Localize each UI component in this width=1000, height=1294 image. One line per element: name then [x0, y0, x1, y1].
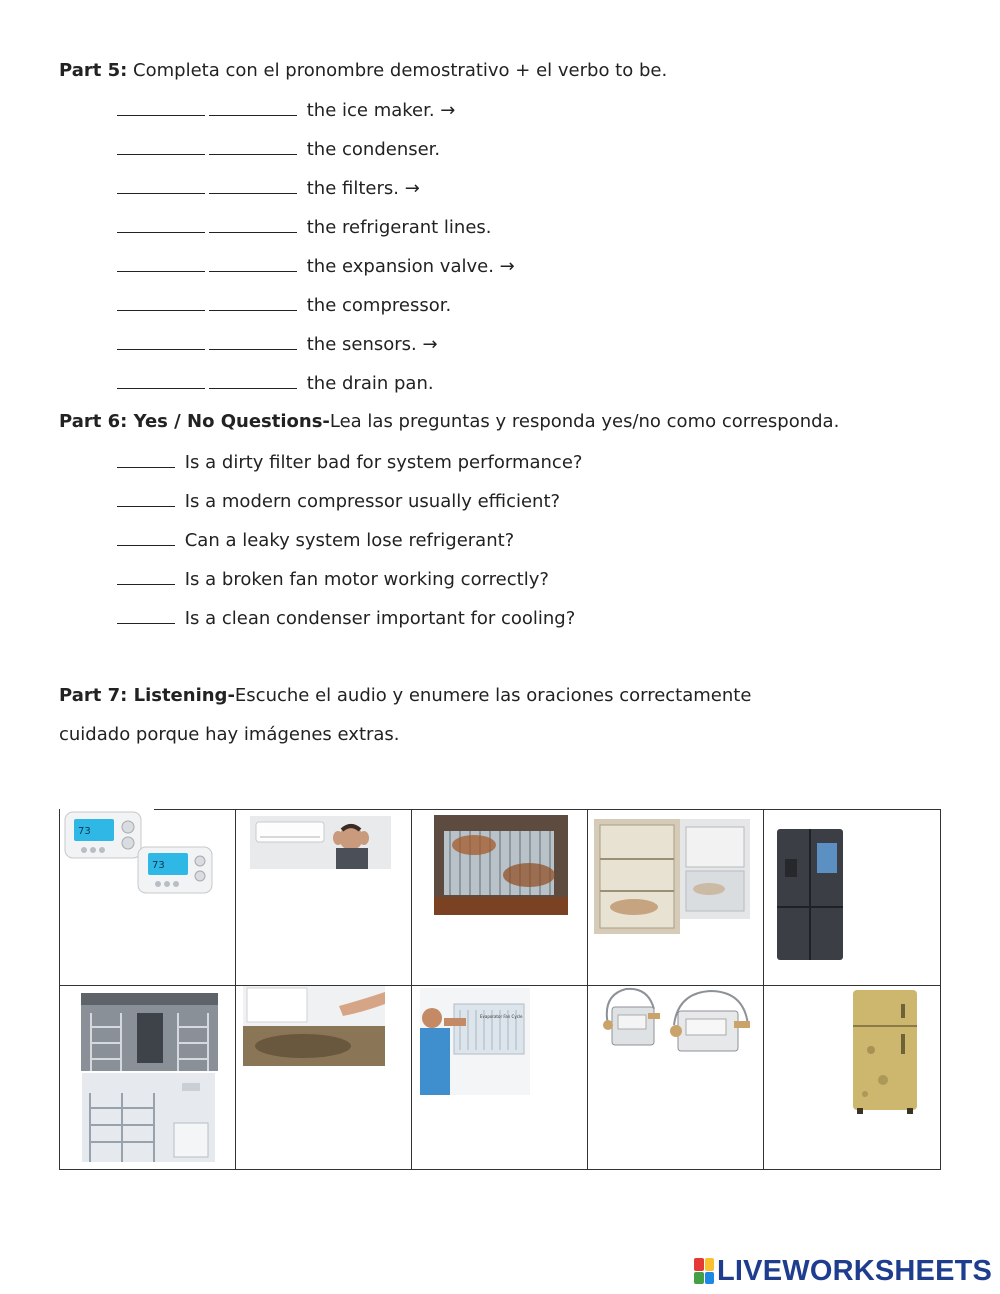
answer-blank[interactable] [209, 216, 297, 233]
part7-title: Part 7: Listening- [59, 685, 235, 706]
part5-item [117, 372, 434, 395]
logo-square-green [694, 1272, 704, 1285]
part5-item-text: the sensors. → [306, 334, 438, 355]
part6-item [117, 490, 560, 513]
part6-question: Is a dirty filter bad for system performance? [184, 452, 583, 473]
answer-blank[interactable] [209, 372, 297, 389]
yes-no-blank[interactable] [117, 607, 175, 624]
part5-item [117, 333, 438, 356]
part5-item [117, 216, 492, 239]
evaporator-label: Evaporator Fan Cycle [480, 1014, 523, 1019]
answer-blank[interactable] [117, 177, 205, 194]
answer-blank[interactable] [209, 177, 297, 194]
water-leak-icon [243, 986, 385, 1066]
rusty-coil-icon [434, 815, 568, 915]
thermostat-icon [136, 845, 214, 897]
part5-item-text: the filters. → [306, 178, 420, 199]
part5-item [117, 255, 515, 278]
part5-item-text: the condenser. [306, 139, 441, 160]
part5-item-text: the drain pan. [306, 373, 434, 394]
old-fridge-icon [851, 990, 919, 1115]
part6-question: Can a leaky system lose refrigerant? [184, 530, 515, 551]
part6-question: Is a clean condenser important for cooling? [184, 608, 576, 629]
answer-blank[interactable] [209, 333, 297, 350]
yes-no-blank[interactable] [117, 490, 175, 507]
frozen-evaporator-icon [420, 988, 530, 1095]
answer-blank[interactable] [209, 255, 297, 272]
part6-item [117, 451, 582, 474]
logo-mark-icon [694, 1258, 714, 1284]
part5-item-text: the expansion valve. → [306, 256, 515, 277]
yes-no-blank[interactable] [117, 568, 175, 585]
walk-in-cooler-icon [81, 993, 218, 1071]
answer-blank[interactable] [117, 99, 205, 116]
part6-instruction: Lea las preguntas y responda yes/no como corresponda. [329, 411, 840, 432]
brand-name: LIVEWORKSHEETS [717, 1254, 993, 1287]
liveworksheets-logo [694, 1255, 992, 1287]
part6-title: Part 6: Yes / No Questions- [59, 411, 330, 432]
part5-item-text: the ice maker. → [306, 100, 456, 121]
part7-instruction-line2: cuidado porque hay imágenes extras. [59, 724, 400, 745]
thermostat-control-icon [598, 985, 758, 1057]
thermostat-display: 73 [152, 860, 165, 871]
part5-item-text: the refrigerant lines. [306, 217, 492, 238]
answer-blank[interactable] [117, 216, 205, 233]
part5-instruction: Completa con el pronombre demostrativo + el verbo to be. [127, 60, 668, 81]
answer-blank[interactable] [117, 138, 205, 155]
logo-square-yellow [705, 1258, 715, 1271]
dirty-fridge-icon [594, 819, 750, 934]
part5-item [117, 177, 420, 200]
part6-question: Is a modern compressor usually efficient? [184, 491, 561, 512]
answer-blank[interactable] [209, 99, 297, 116]
part5-item-text: the compressor. [306, 295, 452, 316]
answer-blank[interactable] [117, 333, 205, 350]
part5-title: Part 5: [59, 60, 128, 81]
part7-heading [59, 685, 751, 707]
part7-instruction: Escuche el audio y enumere las oraciones correctamente [234, 685, 752, 706]
logo-square-red [694, 1258, 704, 1271]
answer-blank[interactable] [117, 294, 205, 311]
yes-no-blank[interactable] [117, 529, 175, 546]
answer-blank[interactable] [117, 372, 205, 389]
part5-item [117, 294, 451, 317]
noisy-ac-icon [250, 816, 391, 869]
part6-item [117, 568, 549, 591]
part6-question: Is a broken fan motor working correctly? [184, 569, 549, 590]
answer-blank[interactable] [117, 255, 205, 272]
yes-no-blank[interactable] [117, 451, 175, 468]
part6-item [117, 529, 514, 552]
walk-in-cooler-icon [82, 1073, 215, 1162]
part6-item [117, 607, 575, 630]
part6-heading [59, 411, 839, 433]
part5-item [117, 138, 440, 161]
answer-blank[interactable] [209, 138, 297, 155]
logo-square-blue [705, 1272, 715, 1285]
part5-heading [59, 60, 667, 82]
part5-item [117, 99, 455, 122]
smart-fridge-icon [777, 829, 843, 960]
thermostat-display: 73 [78, 826, 91, 837]
answer-blank[interactable] [209, 294, 297, 311]
